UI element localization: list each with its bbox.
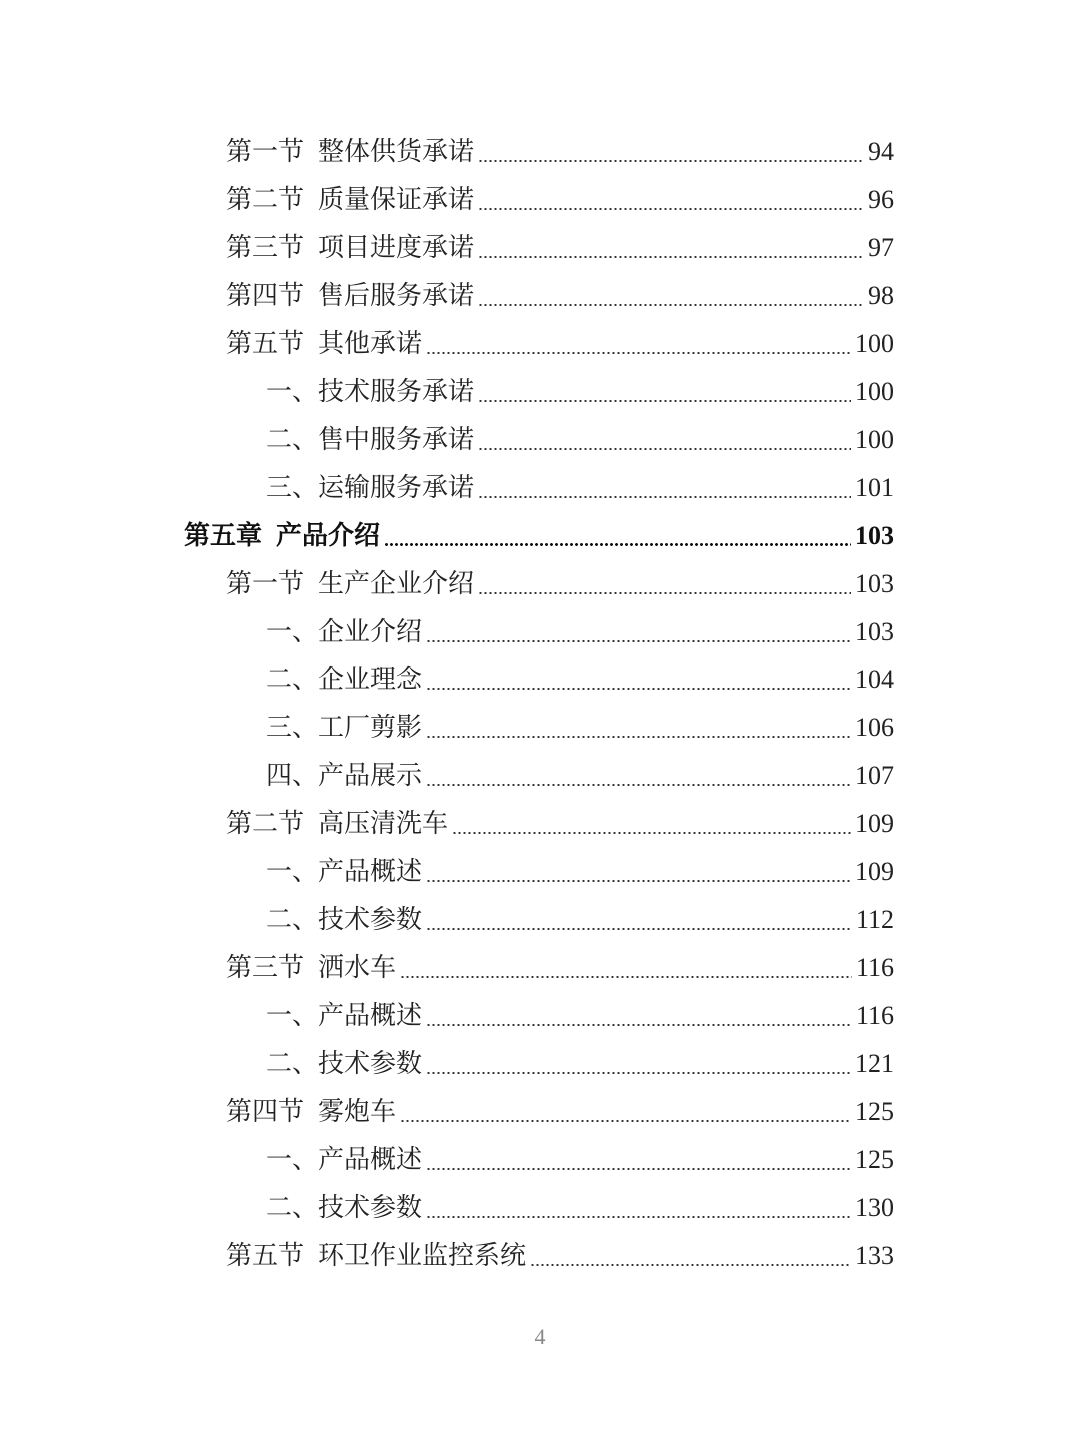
toc-entry-number: 一、: [266, 857, 319, 887]
toc-entry-page: 116: [855, 953, 894, 982]
toc-subsection-entry[interactable]: [0, 1040, 1080, 1088]
toc-entry-number: 二、: [266, 1193, 319, 1223]
toc-entry-page: 97: [868, 233, 894, 262]
toc-entry-page: 104: [855, 665, 894, 694]
toc-entry-page: 125: [855, 1097, 894, 1126]
toc-entry-label: [266, 992, 422, 1040]
toc-entry-title: 整体供货承诺: [318, 137, 475, 167]
toc-entry-page: 100: [855, 329, 894, 358]
dot-leader: [426, 880, 851, 882]
toc-section-entry[interactable]: [0, 560, 1080, 608]
dot-leader: [400, 976, 852, 978]
dot-leader: [452, 832, 851, 834]
toc-entry-title: 项目进度承诺: [318, 233, 475, 263]
dot-leader: [478, 256, 864, 258]
toc-entry-number: 三、: [266, 713, 319, 743]
toc-entry-page: 103: [855, 569, 894, 598]
toc-entry-label: [266, 848, 422, 896]
toc-entry-label: [226, 1088, 396, 1136]
toc-entry-label: [266, 1136, 422, 1184]
toc-entry-page: 133: [855, 1241, 894, 1270]
toc-entry-page: 107: [855, 761, 894, 790]
toc-entry-number: 第一节: [226, 569, 305, 599]
toc-entry-label: [266, 896, 422, 944]
toc-entry-page: 100: [855, 425, 894, 454]
toc-entry-title: 技术参数: [318, 1049, 423, 1079]
toc-entry-title: 企业介绍: [318, 617, 423, 647]
toc-section-entry[interactable]: [0, 800, 1080, 848]
toc-entry-number: 四、: [266, 761, 319, 791]
toc-entry-number: 二、: [266, 425, 319, 455]
dot-leader: [478, 592, 851, 594]
toc-entry-title: 售中服务承诺: [318, 425, 475, 455]
toc-entry-title: 产品概述: [318, 1001, 423, 1031]
toc-entry-title: 产品概述: [318, 1145, 423, 1175]
toc-section-entry[interactable]: [0, 272, 1080, 320]
toc-entry-page: 100: [855, 377, 894, 406]
toc-entry-number: 二、: [266, 1049, 319, 1079]
toc-subsection-entry[interactable]: [0, 1136, 1080, 1184]
toc-entry-label: [226, 176, 474, 224]
dot-leader: [426, 640, 851, 642]
toc-entry-number: 第三节: [226, 233, 305, 263]
toc-subsection-entry[interactable]: [0, 1184, 1080, 1232]
dot-leader: [426, 736, 851, 738]
toc-entry-number: 一、: [266, 1145, 319, 1175]
toc-subsection-entry[interactable]: [0, 896, 1080, 944]
toc-entry-number: 第三节: [226, 953, 305, 983]
dot-leader: [384, 543, 851, 546]
toc-entry-number: 第五节: [226, 1241, 305, 1271]
toc-entry-number: 第二节: [226, 185, 305, 215]
toc-entry-label: [266, 368, 474, 416]
toc-entry-label: [266, 656, 422, 704]
table-of-contents: [0, 128, 1080, 1280]
dot-leader: [530, 1264, 851, 1266]
toc-entry-number: 第一节: [226, 137, 305, 167]
toc-entry-label: [226, 944, 396, 992]
toc-entry-number: 二、: [266, 905, 319, 935]
toc-entry-page: 130: [855, 1193, 894, 1222]
toc-subsection-entry[interactable]: [0, 368, 1080, 416]
toc-entry-label: [226, 224, 474, 272]
toc-subsection-entry[interactable]: [0, 752, 1080, 800]
toc-entry-number: 二、: [266, 665, 319, 695]
toc-entry-page: 116: [855, 1001, 894, 1030]
toc-entry-title: 产品展示: [318, 761, 423, 791]
toc-entry-label: [266, 704, 422, 752]
toc-entry-title: 其他承诺: [318, 329, 423, 359]
toc-entry-number: 一、: [266, 377, 319, 407]
toc-subsection-entry[interactable]: [0, 992, 1080, 1040]
dot-leader: [426, 352, 851, 354]
dot-leader: [426, 688, 851, 690]
toc-entry-title: 质量保证承诺: [318, 185, 475, 215]
toc-entry-number: 第四节: [226, 281, 305, 311]
dot-leader: [426, 1024, 852, 1026]
dot-leader: [400, 1120, 851, 1122]
toc-entry-page: 103: [855, 617, 894, 646]
toc-entry-label: [184, 512, 380, 560]
toc-entry-page: 98: [868, 281, 894, 310]
toc-section-entry[interactable]: [0, 944, 1080, 992]
toc-entry-title: 技术参数: [318, 905, 423, 935]
toc-entry-number: 第五章: [184, 521, 263, 551]
toc-section-entry[interactable]: [0, 1088, 1080, 1136]
toc-section-entry[interactable]: [0, 224, 1080, 272]
dot-leader: [478, 160, 864, 162]
toc-chapter-entry[interactable]: [0, 512, 1080, 560]
toc-entry-number: 第二节: [226, 809, 305, 839]
toc-entry-title: 环卫作业监控系统: [318, 1241, 527, 1271]
toc-entry-label: [226, 128, 474, 176]
toc-entry-title: 技术服务承诺: [318, 377, 475, 407]
toc-entry-title: 运输服务承诺: [318, 473, 475, 503]
toc-entry-label: [266, 1184, 422, 1232]
toc-entry-page: 101: [855, 473, 894, 502]
toc-entry-page: 125: [855, 1145, 894, 1174]
toc-entry-title: 高压清洗车: [318, 809, 449, 839]
toc-subsection-entry[interactable]: [0, 704, 1080, 752]
toc-entry-number: 一、: [266, 617, 319, 647]
toc-entry-title: 生产企业介绍: [318, 569, 475, 599]
toc-entry-title: 工厂剪影: [318, 713, 423, 743]
dot-leader: [478, 448, 851, 450]
toc-entry-page: 121: [855, 1049, 894, 1078]
toc-subsection-entry[interactable]: [0, 464, 1080, 512]
toc-entry-title: 技术参数: [318, 1193, 423, 1223]
toc-entry-label: [266, 1040, 422, 1088]
dot-leader: [426, 928, 852, 930]
toc-entry-number: 一、: [266, 1001, 319, 1031]
toc-entry-page: 103: [855, 521, 894, 550]
toc-subsection-entry[interactable]: [0, 608, 1080, 656]
toc-entry-number: 第四节: [226, 1097, 305, 1127]
toc-entry-label: [266, 416, 474, 464]
toc-entry-title: 企业理念: [318, 665, 423, 695]
toc-entry-number: 第五节: [226, 329, 305, 359]
dot-leader: [426, 1168, 851, 1170]
dot-leader: [426, 1216, 851, 1218]
dot-leader: [478, 400, 851, 402]
toc-entry-label: [266, 608, 422, 656]
toc-entry-title: 洒水车: [318, 953, 397, 983]
toc-entry-label: [226, 560, 474, 608]
toc-entry-page: 106: [855, 713, 894, 742]
toc-entry-label: [226, 272, 474, 320]
toc-entry-label: [266, 752, 422, 800]
toc-entry-page: 112: [855, 905, 894, 934]
toc-section-entry[interactable]: [0, 1232, 1080, 1280]
toc-entry-label: [226, 1232, 526, 1280]
toc-entry-label: [226, 800, 448, 848]
dot-leader: [426, 784, 851, 786]
toc-entry-page: 109: [855, 809, 894, 838]
toc-entry-page: 96: [868, 185, 894, 214]
toc-entry-number: 三、: [266, 473, 319, 503]
toc-subsection-entry[interactable]: [0, 656, 1080, 704]
dot-leader: [426, 1072, 851, 1074]
dot-leader: [478, 496, 851, 498]
toc-section-entry[interactable]: [0, 176, 1080, 224]
toc-section-entry[interactable]: [0, 128, 1080, 176]
page-number: 4: [534, 1324, 546, 1349]
toc-subsection-entry[interactable]: [0, 848, 1080, 896]
toc-entry-title: 产品概述: [318, 857, 423, 887]
toc-subsection-entry[interactable]: [0, 416, 1080, 464]
toc-entry-label: [266, 464, 474, 512]
toc-section-entry[interactable]: [0, 320, 1080, 368]
toc-entry-title: 售后服务承诺: [318, 281, 475, 311]
toc-entry-title: 产品介绍: [276, 521, 381, 551]
dot-leader: [478, 208, 864, 210]
toc-entry-title: 雾炮车: [318, 1097, 397, 1127]
toc-entry-page: 109: [855, 857, 894, 886]
toc-entry-label: [226, 320, 422, 368]
dot-leader: [478, 304, 864, 306]
toc-entry-page: 94: [868, 137, 894, 166]
